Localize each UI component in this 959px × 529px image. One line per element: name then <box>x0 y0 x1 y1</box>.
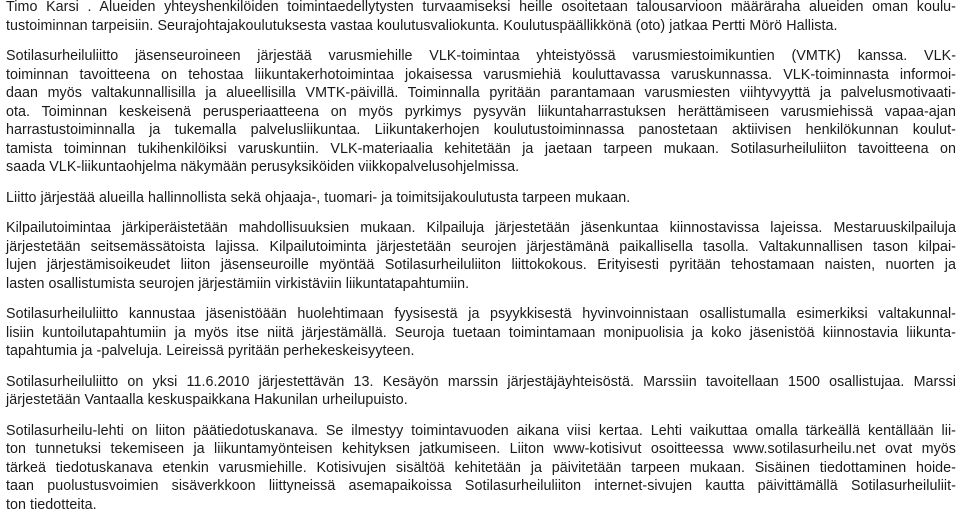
text-line: Kilpailutoimintaa järkiperäistetään mahdollisuuksien mukaan. Kilpailuja järjestetään jäsenkuntaa kiinnostavissa lajeissa. Mestaruuskilpailuja <box>6 220 956 236</box>
text-line: järjestetään seitsemässätoista lajissa. Kilpailutoiminta järjestetään seurojen järjestämänä paikallisella tasolla. Valtakunnallisen tason kilpai- <box>6 238 956 255</box>
text-line: ota. Toiminnan keskeisenä perusperiaatteena on myös pyrkimys pysyvän liikuntaharrastuksen herättämiseen varusmiehissä vapaa-ajan <box>6 103 956 120</box>
document-page <box>6 0 956 514</box>
paragraph-intro-continued <box>6 0 956 35</box>
text-line: harrastustoiminnalla ja tukemalla palvelusliikuntaa. Liikuntakerhojen koulutustoiminnassa panostetaan aktiivisen henkilökunnan koulut- <box>6 122 956 138</box>
text-line: Sotilasurheiluliitto kannustaa jäsenistöään huolehtimaan fyysisestä ja psyykkisestä hyvinvoinnistaan osallistumalla esimerkiksi valtakunnal- <box>6 306 956 322</box>
paragraph-competitions <box>6 219 956 293</box>
text-line: Sotilasurheiluliitto jäsenseuroineen järjestää varusmiehille VLK-toimintaa yhteistyössä varusmiestoimikuntien (VMTK) kanssa. VLK- <box>6 48 956 64</box>
text-line: Liitto järjestää alueilla hallinnollista sekä ohjaaja-, tuomari- ja toimitsijakoulutusta tarpeen mukaan. <box>6 189 631 206</box>
text-line: saada VLK-liikuntaohjelma näkymään perusyksiköiden viikkopalvelusohjelmissa. <box>6 159 520 175</box>
text-line: tärkeä tiedotuskanava etenkin varusmiehille. Kotisivujen sisältöä kehitetään ja päivitetään tarpeen mukaan. Sisäinen tiedottaminen hoide- <box>6 459 956 476</box>
paragraph-wellbeing <box>6 305 956 361</box>
text-line: tamista toiminnan tukihenkilöiksi varuskuntiin. VLK-materiaalia kehitetään ja jaetaan tarpeen mukaan. Sotilasurheiluliiton tavoitteena on <box>6 140 956 157</box>
text-line: Sotilasurheiluliitto on yksi 11.6.2010 järjestettävän 13. Kesäyön marssin järjestäjäyhteisöstä. Marssiin tavoitellaan 1500 osallistujaa. Marssi <box>6 373 956 390</box>
paragraph-regional-training <box>6 189 956 208</box>
text-line: taan puolustusvoimien sisäverkkoon liittyneissä asemapaikoissa Sotilasurheiluliiton internet-sivujen kautta päivittämällä Sotilasurheiluliit- <box>6 478 956 494</box>
text-line: Sotilasurheilu-lehti on liiton päätiedotuskanava. Se ilmestyy toimintavuoden aikana viisi kertaa. Lehti vaikuttaa omalla tärkeällä kentällään lii- <box>6 422 956 439</box>
text-line: lisiin kuntoilutapahtumiin ja myös itse niitä järjestämällä. Seuroja tuetaan toimintamaan monipuolisia ja koko jäsenistöä kiinnostavia liikunta- <box>6 324 956 341</box>
text-line: tapahtumia ja -palveluja. Leireissä pyritään perhekeskeisyyteen. <box>6 343 415 359</box>
text-line: lasten osallistumista seurojen järjestämiin virkistäviin liikuntatapahtumiin. <box>6 275 470 292</box>
text-line: daan myös valtakunnallisilla ja alueellisilla VMTK-päivillä. Toiminnalla pyritään parantamaan varusmiesten viihtyvyyttä ja palvelusmotivaati- <box>6 85 956 101</box>
paragraph-vlk <box>6 47 956 177</box>
text-line: toiminnan tavoitteena on tehostaa liikuntakerhotoimintaa jokaisessa varusmiehiä kouluttavassa varuskunnassa. VLK-toiminnasta informoi- <box>6 66 956 83</box>
text-line: lujen järjestämisoikeudet liiton jäsenseuroille myöntää Sotilasurheiluliiton liittokokous. Erityisesti pyritään tehostamaan naisten, nuorten ja <box>6 257 956 273</box>
paragraph-anniversary <box>6 373 956 410</box>
text-line: Timo Karsi . Alueiden yhteyshenkilöiden toimintaedellytysten turvaamiseksi heille osoitetaan talousarvioon määräraha alueiden oman koulu- <box>6 0 956 15</box>
paragraph-magazine <box>6 422 956 515</box>
text-line: ton tiedotteita. <box>6 496 97 513</box>
text-line: ton tunnetuksi tekemiseen ja liikuntamyönteisen kehityksen jatkumiseen. Liiton www-kotisivut osoitteessa www.sotilasurheilu.net ovat myös <box>6 441 956 457</box>
text-line: tustoiminnan tarpeisiin. Seurajohtajakoulutuksesta vastaa koulutusvaliokunta. Koulutuspäällikkönä (oto) jatkaa Pertti Mörö Hallista. <box>6 17 838 34</box>
text-line: järjestetään Vantaalla keskuspaikkana Hakunilan urheilupuisto. <box>6 392 408 408</box>
